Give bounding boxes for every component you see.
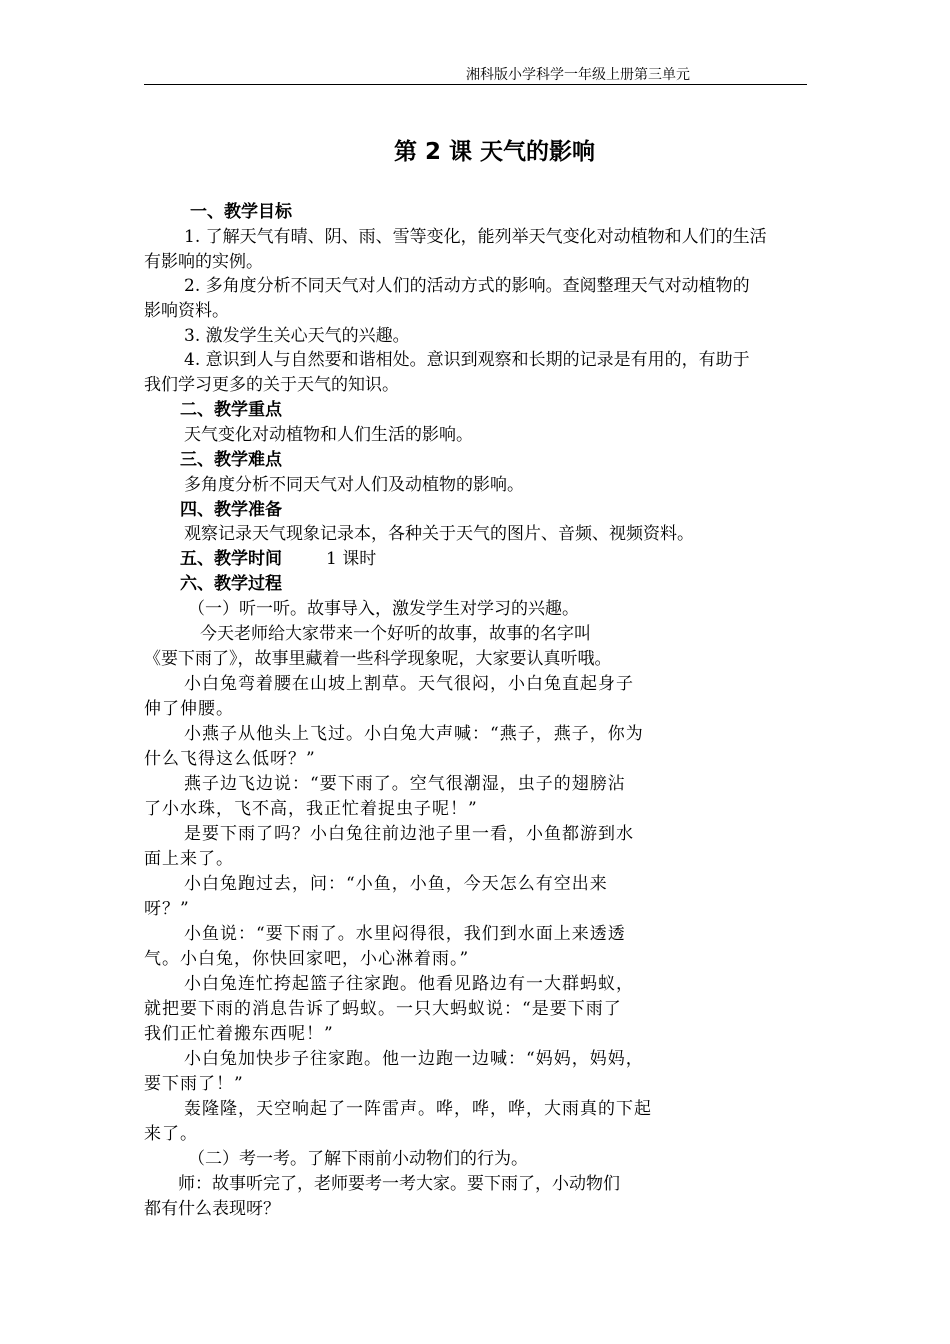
story-line: 我们正忙着搬东西呢！” (144, 1024, 334, 1044)
step-2-label: （二）考一考。了解下雨前小动物们的行为。 (188, 1149, 528, 1169)
objective-1-line-1: 1. 了解天气有晴、阴、雨、雪等变化，能列举天气变化对动植物和人们的生活 (184, 227, 767, 247)
step-1-label: （一）听一听。故事导入，激发学生对学习的兴趣。 (188, 599, 579, 619)
story-line: 了小水珠，飞不高，我正忙着捉虫子呢！” (144, 799, 478, 819)
story-intro-line-2: 《要下雨了》，故事里藏着一些科学现象呢，大家要认真听哦。 (144, 649, 612, 669)
objective-1-line-2: 有影响的实例。 (144, 252, 263, 272)
story-line: 面上来了。 (144, 849, 234, 869)
story-line: 要下雨了！” (144, 1074, 244, 1094)
section-heading-process: 六、教学过程 (180, 574, 282, 594)
story-line: 呀？” (144, 899, 190, 919)
teaching-time-value: 1 课时 (326, 549, 377, 569)
story-line: 小白兔弯着腰在山坡上割草。天气很闷，小白兔直起身子 (184, 674, 634, 694)
story-line: 气。小白兔，你快回家吧，小心淋着雨。” (144, 949, 470, 969)
story-line: 是要下雨了吗？小白兔往前边池子里一看，小鱼都游到水 (184, 824, 634, 844)
objective-2-line-2: 影响资料。 (144, 301, 229, 321)
page-header: 湘科版小学科学一年级上册第三单元 (466, 67, 690, 83)
story-intro-line-1: 今天老师给大家带来一个好听的故事，故事的名字叫 (200, 624, 591, 644)
key-points-body: 天气变化对动植物和人们生活的影响。 (184, 425, 473, 445)
section-heading-key-points: 二、教学重点 (180, 400, 282, 420)
difficulties-body: 多角度分析不同天气对人们及动植物的影响。 (184, 475, 524, 495)
story-line: 轰隆隆，天空响起了一阵雷声。哗，哗，哗，大雨真的下起 (184, 1099, 652, 1119)
header-rule (144, 84, 807, 85)
lesson-title: 第 2 课 天气的影响 (394, 139, 596, 165)
teacher-question-line-1: 师：故事听完了，老师要考一考大家。要下雨了，小动物们 (178, 1174, 620, 1194)
story-line: 伸了伸腰。 (144, 699, 234, 719)
story-line: 就把要下雨的消息告诉了蚂蚁。一只大蚂蚁说：“是要下雨了 (144, 999, 622, 1019)
story-line: 什么飞得这么低呀？” (144, 749, 316, 769)
story-line: 小鱼说：“要下雨了。水里闷得很，我们到水面上来透透 (184, 924, 626, 944)
objective-4-line-2: 我们学习更多的关于天气的知识。 (144, 375, 399, 395)
section-heading-preparation: 四、教学准备 (180, 500, 282, 520)
story-line: 小白兔加快步子往家跑。他一边跑一边喊：“妈妈，妈妈， (184, 1049, 644, 1069)
teacher-question-line-2: 都有什么表现呀？ (144, 1199, 280, 1219)
objective-3: 3. 激发学生关心天气的兴趣。 (184, 326, 410, 346)
section-heading-objectives: 一、教学目标 (190, 202, 292, 222)
story-line: 小白兔跑过去，问：“小鱼，小鱼，今天怎么有空出来 (184, 874, 608, 894)
section-heading-difficulties: 三、教学难点 (180, 450, 282, 470)
story-line: 小白兔连忙挎起篮子往家跑。他看见路边有一大群蚂蚁， (184, 974, 634, 994)
objective-2-line-1: 2. 多角度分析不同天气对人们的活动方式的影响。查阅整理天气对动植物的 (184, 276, 750, 296)
story-line: 小燕子从他头上飞过。小白兔大声喊：“燕子，燕子，你为 (184, 724, 644, 744)
objective-4-line-1: 4. 意识到人与自然要和谐相处。意识到观察和长期的记录是有用的，有助于 (184, 350, 750, 370)
preparation-body: 观察记录天气现象记录本，各种关于天气的图片、音频、视频资料。 (184, 524, 694, 544)
story-line: 燕子边飞边说：“要下雨了。空气很潮湿，虫子的翅膀沾 (184, 774, 626, 794)
section-heading-time: 五、教学时间 (180, 549, 282, 569)
story-line: 来了。 (144, 1124, 198, 1144)
